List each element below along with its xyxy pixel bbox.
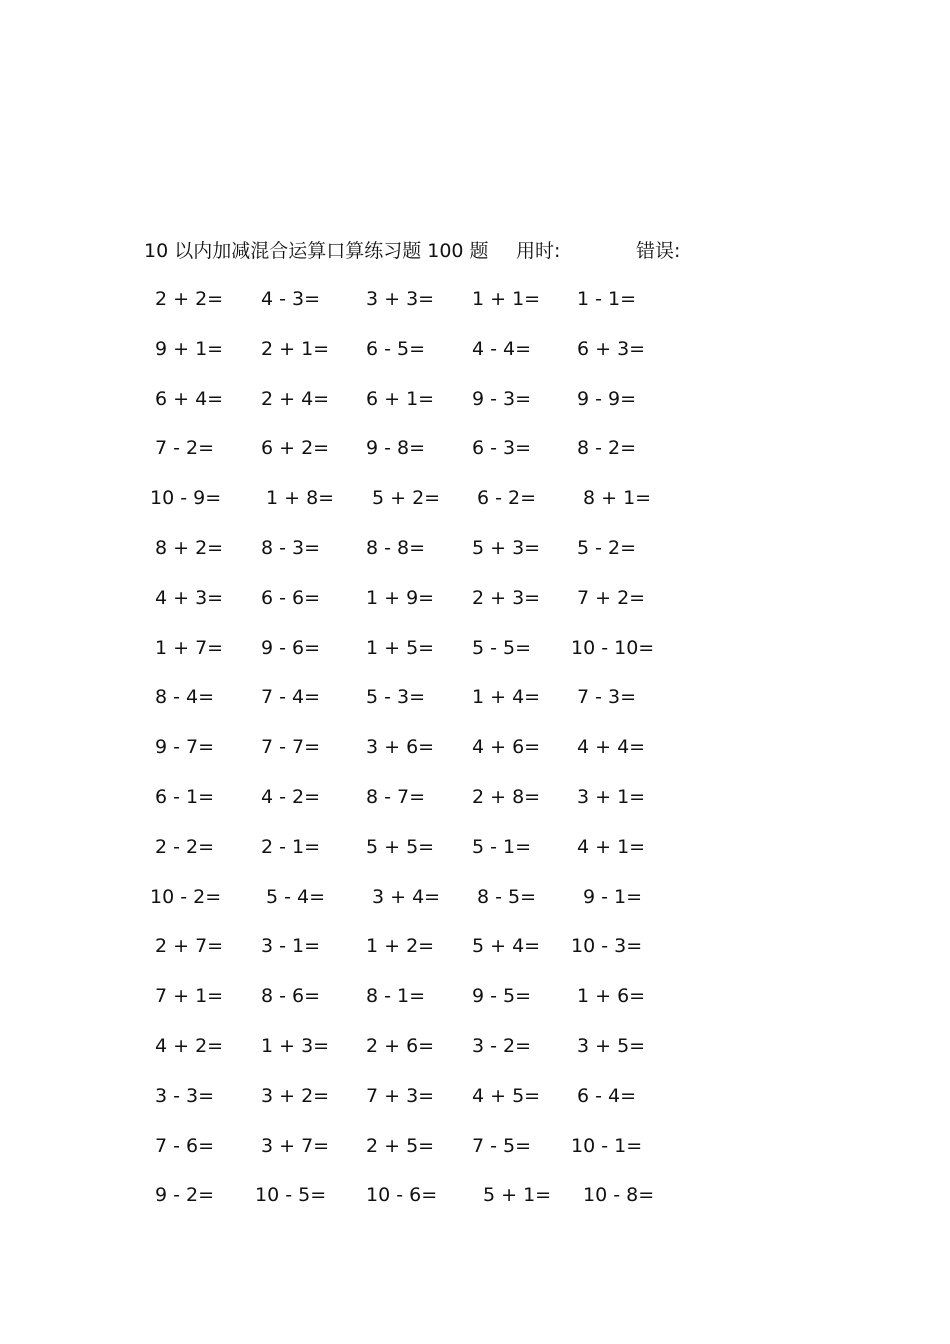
problem-r5-c2: 1 + 8= [266, 487, 335, 510]
problem-r13-c1: 10 - 2= [150, 885, 222, 908]
problem-r13-c5: 9 - 1= [583, 885, 643, 908]
problem-r6-c3: 8 - 8= [366, 537, 426, 559]
problem-r4-c5: 8 - 2= [577, 437, 637, 460]
problem-r7-c2: 6 - 6= [261, 586, 321, 609]
problem-r10-c5: 4 + 4= [577, 736, 646, 759]
problem-r11-c1: 6 - 1= [155, 786, 215, 808]
problem-r18-c1: 7 - 6= [155, 1134, 215, 1157]
problem-r19-c2: 10 - 5= [255, 1184, 327, 1207]
problem-r16-c2: 1 + 3= [261, 1035, 330, 1057]
problem-r2-c3: 6 - 5= [366, 337, 426, 360]
errors-label: 错误: [636, 240, 681, 262]
problem-r16-c5: 3 + 5= [577, 1035, 646, 1057]
problem-r8-c3: 1 + 5= [366, 636, 435, 659]
problem-r15-c5: 1 + 6= [577, 985, 646, 1008]
problem-r8-c2: 9 - 6= [261, 636, 321, 659]
problem-r15-c1: 7 + 1= [155, 985, 224, 1008]
problem-r17-c2: 3 + 2= [261, 1084, 330, 1107]
problem-r18-c5: 10 - 1= [571, 1134, 643, 1157]
problem-r17-c1: 3 - 3= [155, 1084, 215, 1107]
problem-r11-c2: 4 - 2= [261, 786, 321, 808]
problem-r14-c5: 10 - 3= [571, 935, 643, 958]
problem-r13-c4: 8 - 5= [477, 885, 537, 908]
worksheet-title: 10 以内加减混合运算口算练习题 100 题 [144, 240, 489, 262]
problem-r6-c2: 8 - 3= [261, 537, 321, 559]
problem-r11-c4: 2 + 8= [472, 786, 541, 808]
problem-r1-c3: 3 + 3= [366, 288, 435, 310]
problem-r6-c4: 5 + 3= [472, 537, 541, 559]
problem-r8-c1: 1 + 7= [155, 636, 224, 659]
problem-r11-c5: 3 + 1= [577, 786, 646, 808]
problem-r4-c3: 9 - 8= [366, 437, 426, 460]
problem-r10-c1: 9 - 7= [155, 736, 215, 759]
problem-r15-c2: 8 - 6= [261, 985, 321, 1008]
problem-r1-c2: 4 - 3= [261, 288, 321, 310]
time-label: 用时: [516, 240, 561, 262]
problem-r14-c4: 5 + 4= [472, 935, 541, 958]
problem-r19-c1: 9 - 2= [155, 1184, 215, 1207]
problem-r2-c4: 4 - 4= [472, 337, 532, 360]
problem-r13-c3: 3 + 4= [372, 885, 441, 908]
problem-r2-c5: 6 + 3= [577, 337, 646, 360]
problem-r13-c2: 5 - 4= [266, 885, 326, 908]
problem-r3-c5: 9 - 9= [577, 387, 637, 410]
problem-r17-c3: 7 + 3= [366, 1084, 435, 1107]
problem-r4-c2: 6 + 2= [261, 437, 330, 460]
problem-r17-c4: 4 + 5= [472, 1084, 541, 1107]
problem-r4-c1: 7 - 2= [155, 437, 215, 460]
problem-r7-c1: 4 + 3= [155, 586, 224, 609]
problem-r4-c4: 6 - 3= [472, 437, 532, 460]
problem-r2-c1: 9 + 1= [155, 337, 224, 360]
problem-r12-c2: 2 - 1= [261, 835, 321, 858]
problem-r9-c1: 8 - 4= [155, 686, 215, 709]
problem-r18-c3: 2 + 5= [366, 1134, 435, 1157]
problem-r19-c4: 5 + 1= [483, 1184, 552, 1207]
problem-r10-c2: 7 - 7= [261, 736, 321, 759]
problem-r3-c4: 9 - 3= [472, 387, 532, 410]
problem-r6-c5: 5 - 2= [577, 537, 637, 559]
problem-r15-c3: 8 - 1= [366, 985, 426, 1008]
problem-r5-c3: 5 + 2= [372, 487, 441, 510]
problem-r5-c4: 6 - 2= [477, 487, 537, 510]
problem-r14-c3: 1 + 2= [366, 935, 435, 958]
problem-r16-c1: 4 + 2= [155, 1035, 224, 1057]
problem-r3-c2: 2 + 4= [261, 387, 330, 410]
problem-r7-c3: 1 + 9= [366, 586, 435, 609]
problem-r15-c4: 9 - 5= [472, 985, 532, 1008]
problem-r19-c3: 10 - 6= [366, 1184, 438, 1207]
problem-r2-c2: 2 + 1= [261, 337, 330, 360]
problem-r7-c4: 2 + 3= [472, 586, 541, 609]
problem-r8-c5: 10 - 10= [571, 636, 655, 659]
problem-r17-c5: 6 - 4= [577, 1084, 637, 1107]
problem-r5-c5: 8 + 1= [583, 487, 652, 510]
problem-r14-c2: 3 - 1= [261, 935, 321, 958]
problem-r19-c5: 10 - 8= [583, 1184, 655, 1207]
problem-r14-c1: 2 + 7= [155, 935, 224, 958]
problem-r6-c1: 8 + 2= [155, 537, 224, 559]
problem-r3-c1: 6 + 4= [155, 387, 224, 410]
problem-r5-c1: 10 - 9= [150, 487, 222, 510]
problem-r9-c4: 1 + 4= [472, 686, 541, 709]
problem-r11-c3: 8 - 7= [366, 786, 426, 808]
problem-r12-c4: 5 - 1= [472, 835, 532, 858]
problem-r9-c2: 7 - 4= [261, 686, 321, 709]
problem-r7-c5: 7 + 2= [577, 586, 646, 609]
problem-r12-c1: 2 - 2= [155, 835, 215, 858]
problem-r3-c3: 6 + 1= [366, 387, 435, 410]
problem-r18-c2: 3 + 7= [261, 1134, 330, 1157]
problem-r1-c5: 1 - 1= [577, 288, 637, 310]
problem-r1-c4: 1 + 1= [472, 288, 541, 310]
problem-r16-c4: 3 - 2= [472, 1035, 532, 1057]
problem-r8-c4: 5 - 5= [472, 636, 532, 659]
problem-r9-c5: 7 - 3= [577, 686, 637, 709]
problem-r18-c4: 7 - 5= [472, 1134, 532, 1157]
problem-r9-c3: 5 - 3= [366, 686, 426, 709]
problem-r1-c1: 2 + 2= [155, 288, 224, 310]
problem-r12-c5: 4 + 1= [577, 835, 646, 858]
problem-r10-c3: 3 + 6= [366, 736, 435, 759]
problem-r16-c3: 2 + 6= [366, 1035, 435, 1057]
problem-r10-c4: 4 + 6= [472, 736, 541, 759]
problem-r12-c3: 5 + 5= [366, 835, 435, 858]
